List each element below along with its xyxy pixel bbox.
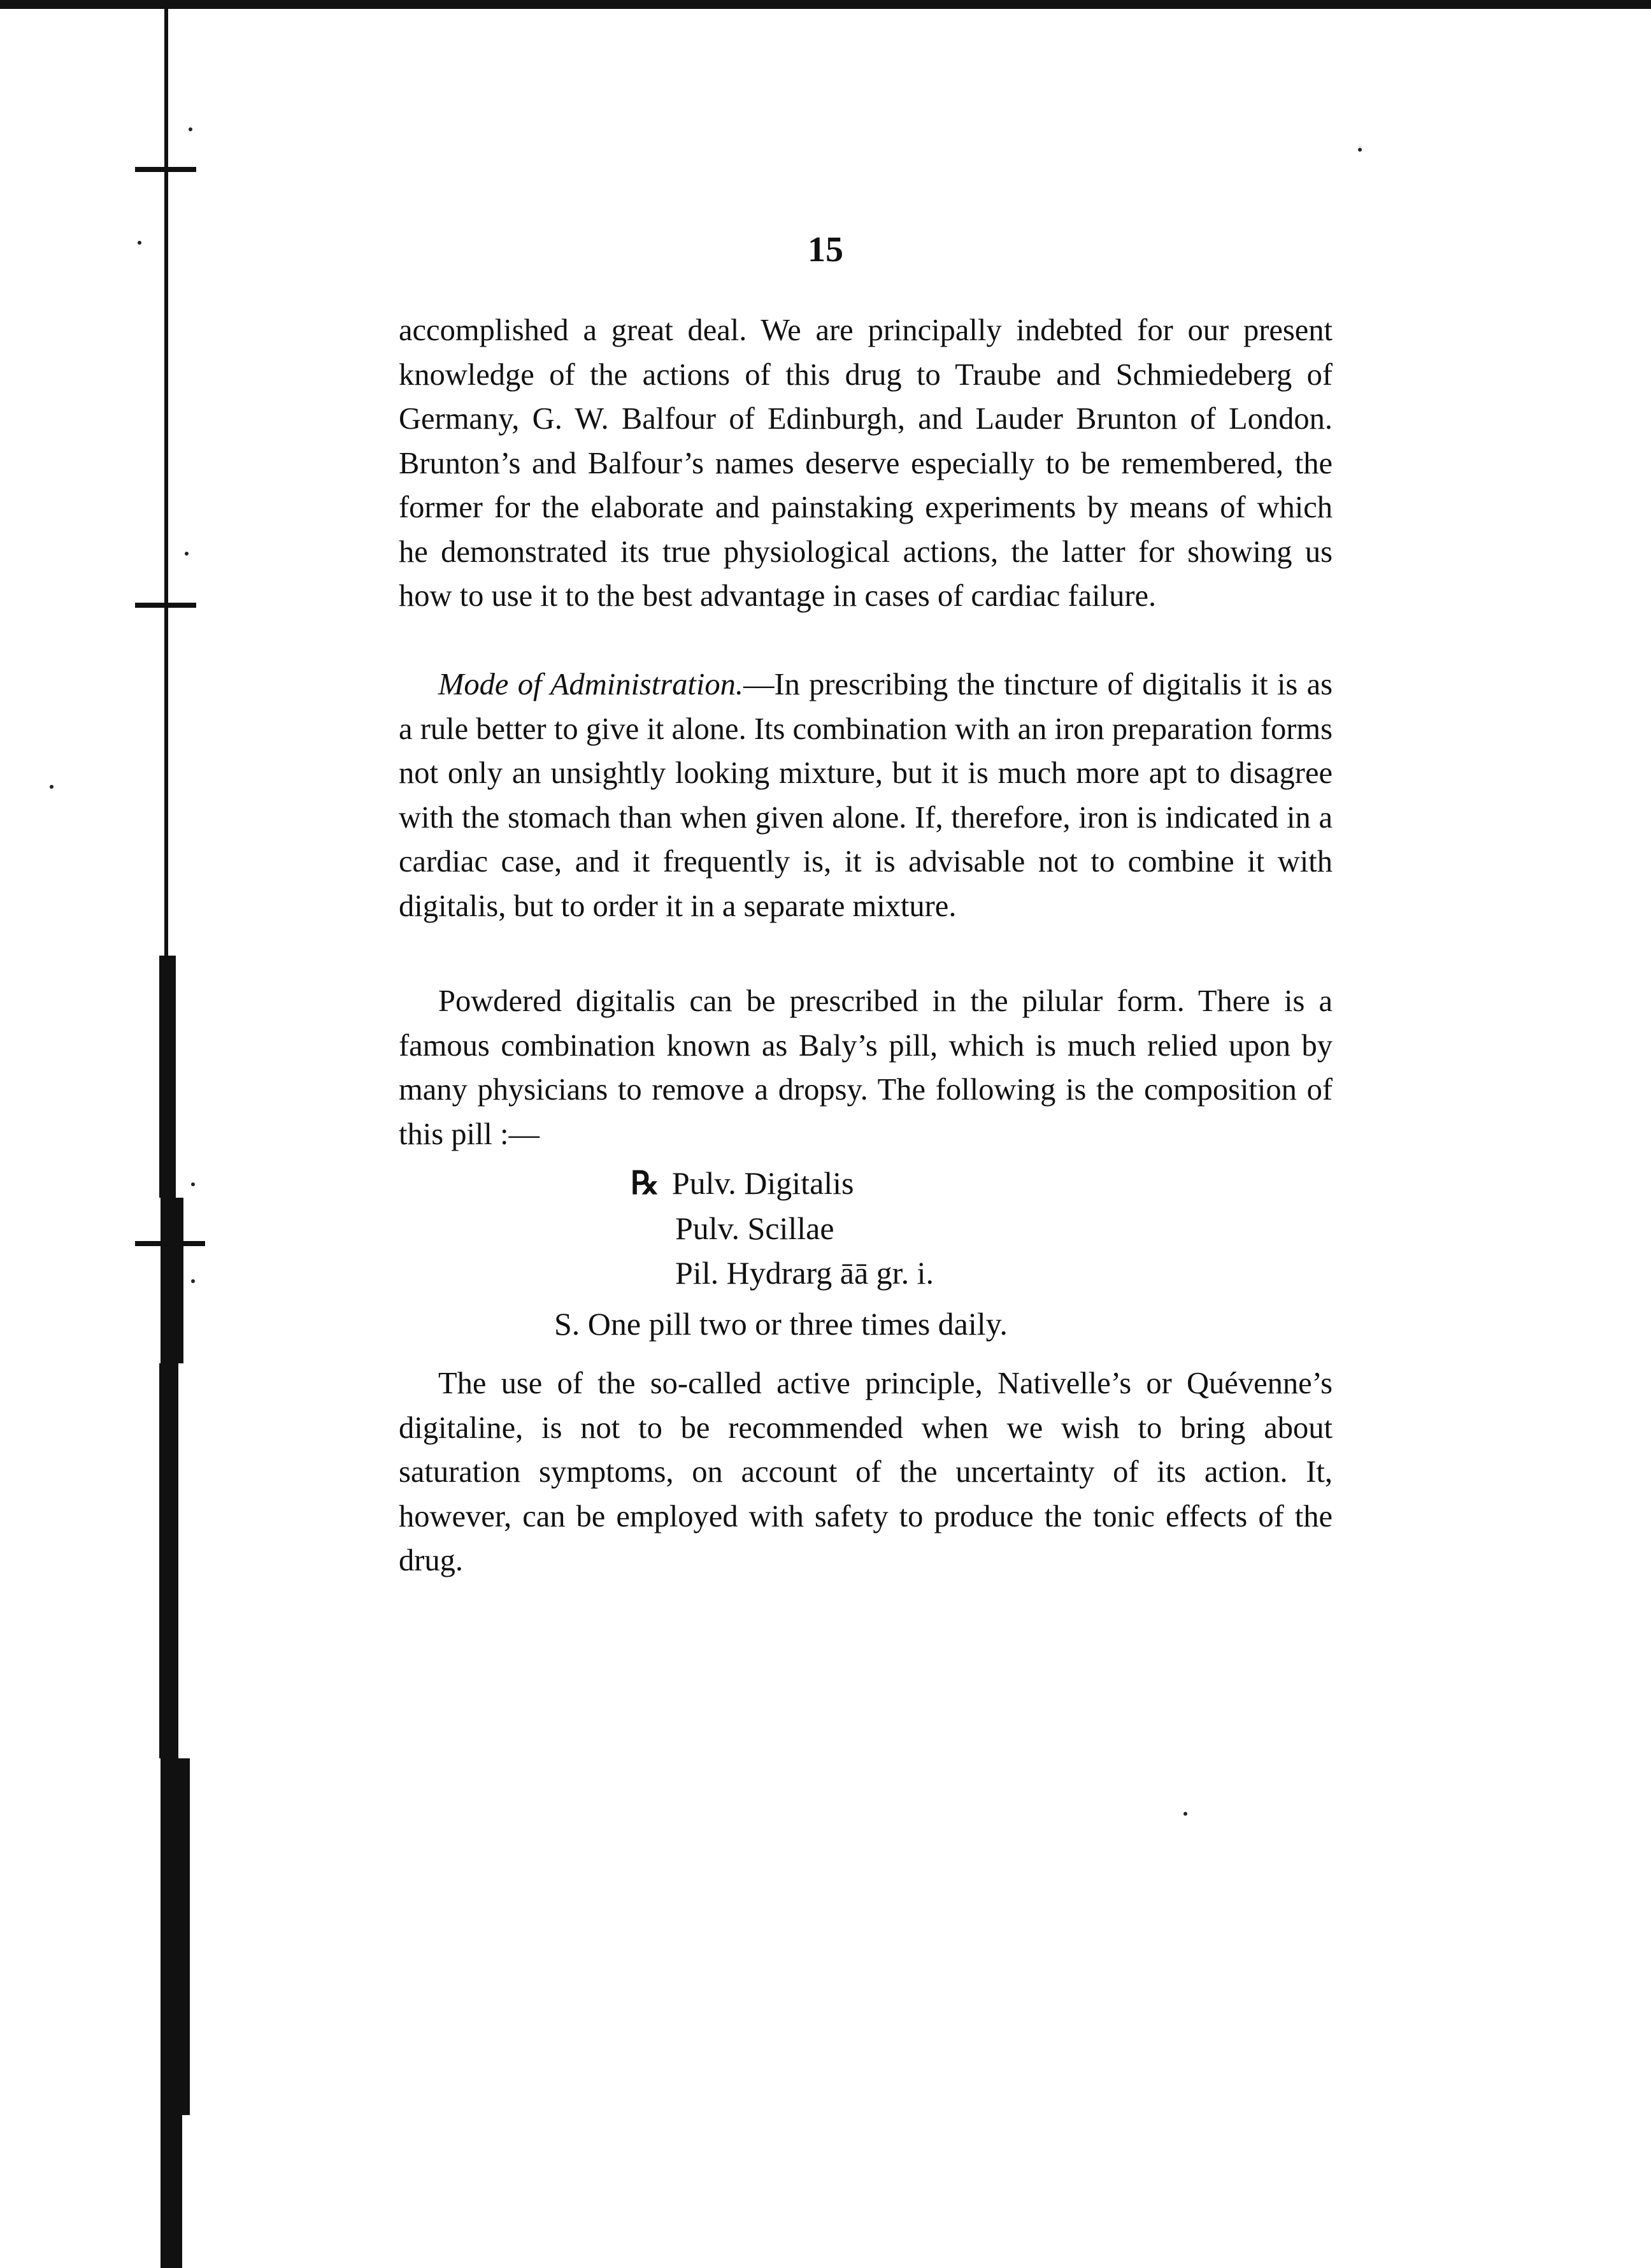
binding-shadow: [159, 956, 176, 1198]
paragraph-text: accomplished a great deal. We are principally indebted for our present knowledge of the actions of this drug to Traube and Schmiedeberg of Germany, G. W. Balfour of Edinburgh, and Lauder Brunton of London. Brunton’s and Balfour’s names deserve especially to be remembered, the former for the elaborate and painstaking experiments by means of which he demonstrated its true physiological actions, the latter for showing us how to use it to the best advantage in cases of cardiac failure.: [399, 313, 1333, 613]
body-paragraph-4: [399, 1361, 1333, 1583]
recipe-ingredient: Pulv. Digitalis: [671, 1165, 854, 1201]
scan-speck: [191, 1279, 195, 1283]
recipe-ingredient: Pulv. Scillae: [675, 1210, 834, 1246]
scan-speck: [191, 1182, 195, 1186]
recipe-ingredient: Pil. Hydrarg āā gr. i.: [675, 1255, 934, 1291]
binding-shadow: [161, 1198, 183, 1363]
paragraph-text: Powdered digitalis can be prescribed in the pilular form. There is a famous combination known as Baly’s pill, which is much relied upon by many physicians to remove a dropsy. The following is the composition of this pill :—: [399, 984, 1333, 1151]
page-number: 15: [808, 230, 843, 269]
binding-shadow: [161, 2115, 182, 2268]
scan-speck: [1183, 1812, 1187, 1816]
paragraph-text: [399, 663, 1333, 928]
paragraph-text: The use of the so-called active principle, Nativelle’s or Quévenne’s digitaline, is not to be recommended when we wish to bring about saturation symptoms, on account of the uncertainty of its action. It, however, can be employed with safety to produce the tonic effects of the drug.: [399, 1367, 1333, 1577]
scan-tick-mark: [135, 603, 196, 608]
body-paragraph-3: [399, 979, 1333, 1156]
recipe-directions: S. One pill two or three times daily.: [554, 1306, 1008, 1342]
scan-speck: [189, 127, 192, 131]
recipe-line-1: [631, 1161, 854, 1205]
body-paragraph-2: [399, 663, 1333, 928]
binding-shadow: [159, 1363, 178, 1758]
binding-shadow: [161, 1758, 190, 2115]
rx-symbol: ℞: [631, 1165, 659, 1201]
recipe-line-3: [675, 1251, 934, 1295]
scan-speck: [185, 552, 189, 556]
recipe-line-2: [675, 1206, 834, 1251]
scan-tick-mark: [135, 167, 196, 172]
scan-speck: [1358, 148, 1362, 152]
scan-top-edge: [0, 0, 1651, 9]
paragraph-body: —In prescribing the tincture of digitalis it is as a rule better to give it alone. Its combination with an iron preparation forms not only an unsightly looking mixture, but it is much more apt to disagree with the stomach than when given alone. If, therefore, iron is indicated in a cardiac case, and it frequently is, it is advisable not to combine it with digitalis, but to order it in a separate mixture.: [399, 668, 1333, 923]
recipe-signa: [554, 1302, 1008, 1346]
scan-speck: [50, 785, 54, 789]
scan-tick-mark: [135, 1241, 205, 1246]
body-paragraph-1: [399, 308, 1333, 619]
section-heading: Mode of Administration.: [438, 668, 743, 701]
